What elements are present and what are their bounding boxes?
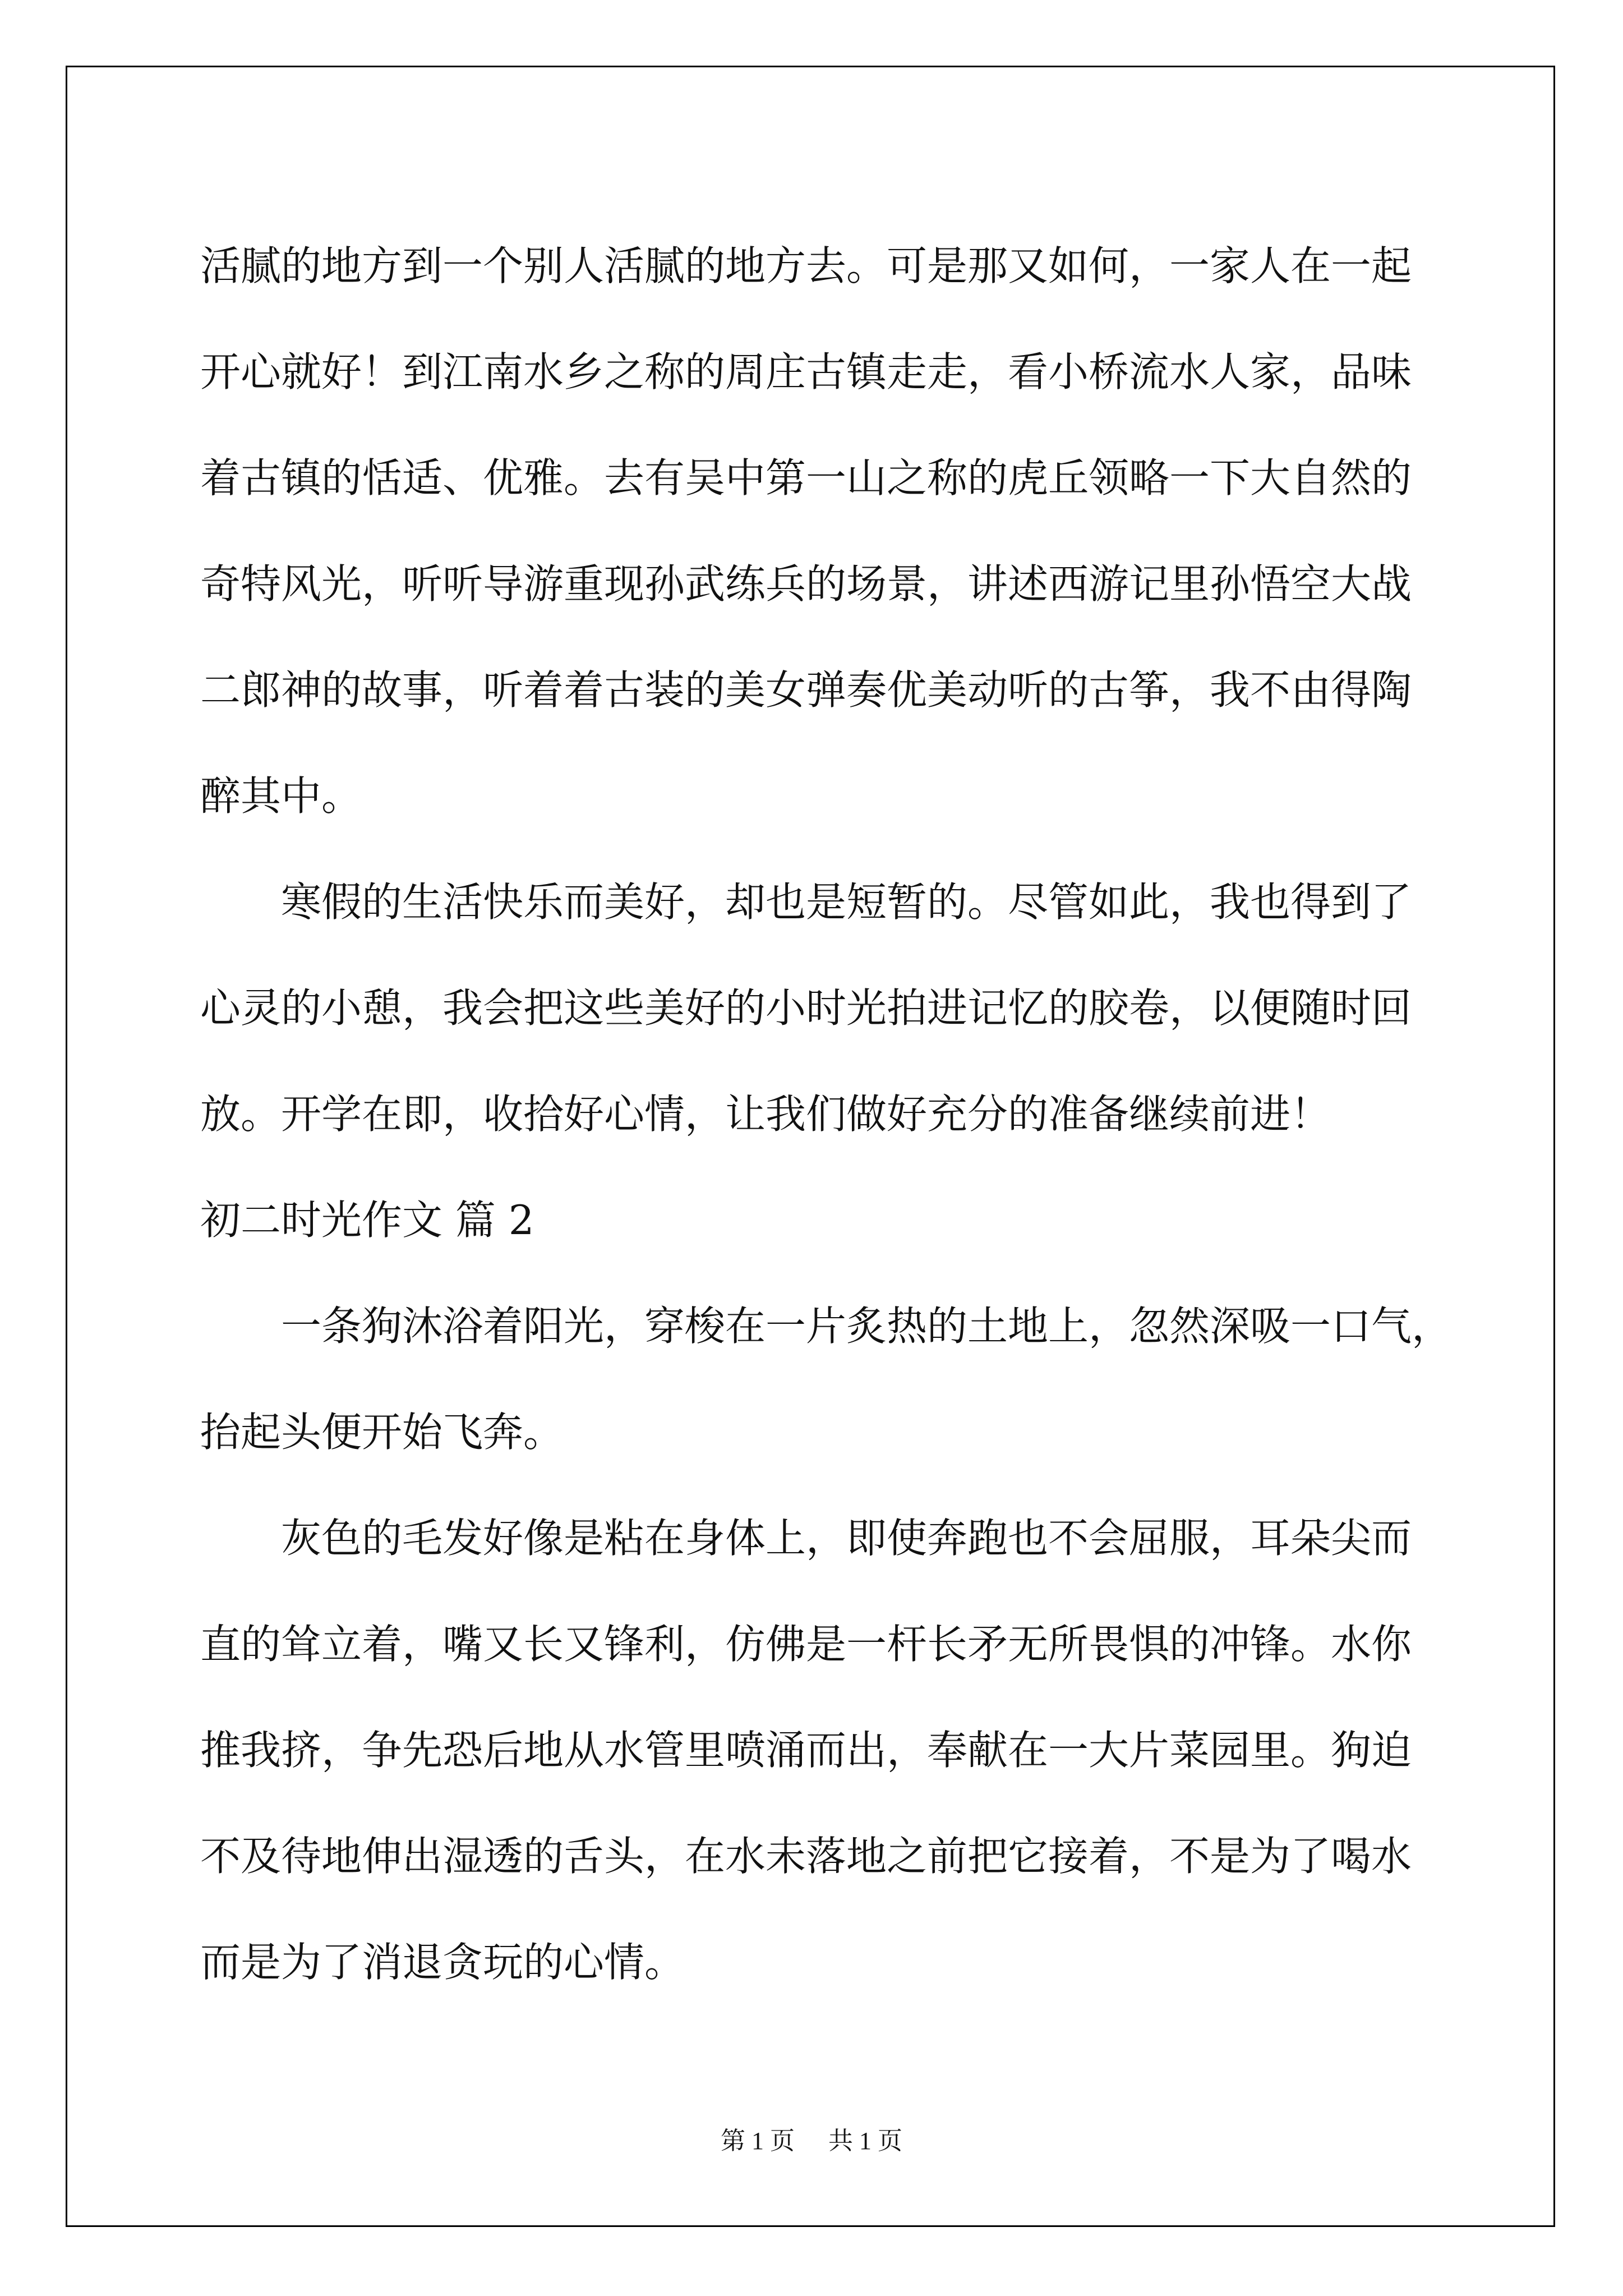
text-line: 而是为了消退贪玩的心情。 [200, 1939, 685, 1986]
paragraph-first-line: 一条狗沐浴着阳光，穿梭在一片炙热的土地上，忽然深吸一口气， [281, 1303, 1453, 1350]
text-line: 二郎神的故事，听着着古装的美女弹奏优美动听的古筝，我不由得陶 [200, 666, 1412, 714]
text-line: 放。开学在即，收拾好心情，让我们做好充分的准备继续前进！ [200, 1091, 1331, 1138]
text-line: 心灵的小憩，我会把这些美好的小时光拍进记忆的胶卷，以便随时回 [200, 984, 1412, 1032]
text-line: 奇特风光，听听导游重现孙武练兵的场景，讲述西游记里孙悟空大战 [200, 560, 1412, 608]
document-body [200, 213, 1468, 2016]
page-number: 第 1 页 [721, 2127, 795, 2155]
text-line: 推我挤，争先恐后地从水管里喷涌而出，奉献在一大片菜园里。狗迫 [200, 1727, 1412, 1774]
text-line: 着古镇的恬适、优雅。去有吴中第一山之称的虎丘领略一下大自然的 [200, 454, 1412, 501]
text-line: 不及待地伸出湿透的舌头，在水未落地之前把它接着，不是为了喝水 [200, 1833, 1412, 1880]
section-heading: 初二时光作文 篇 2 [200, 1197, 534, 1244]
text-line: 醉其中。 [200, 772, 362, 820]
text-line: 抬起头便开始飞奔。 [200, 1409, 564, 1456]
page-total: 共 1 页 [828, 2127, 902, 2155]
paragraph-first-line: 寒假的生活快乐而美好，却也是短暂的。尽管如此，我也得到了 [281, 878, 1412, 926]
page-footer [0, 2120, 1623, 2156]
text-line: 直的耸立着，嘴又长又锋利，仿佛是一杆长矛无所畏惧的冲锋。水你 [200, 1621, 1412, 1668]
paragraph-first-line: 灰色的毛发好像是粘在身体上，即使奔跑也不会屈服，耳朵尖而 [281, 1515, 1412, 1562]
text-line: 开心就好！到江南水乡之称的周庄古镇走走，看小桥流水人家，品味 [200, 348, 1412, 395]
text-line: 活腻的地方到一个别人活腻的地方去。可是那又如何，一家人在一起 [200, 242, 1412, 289]
